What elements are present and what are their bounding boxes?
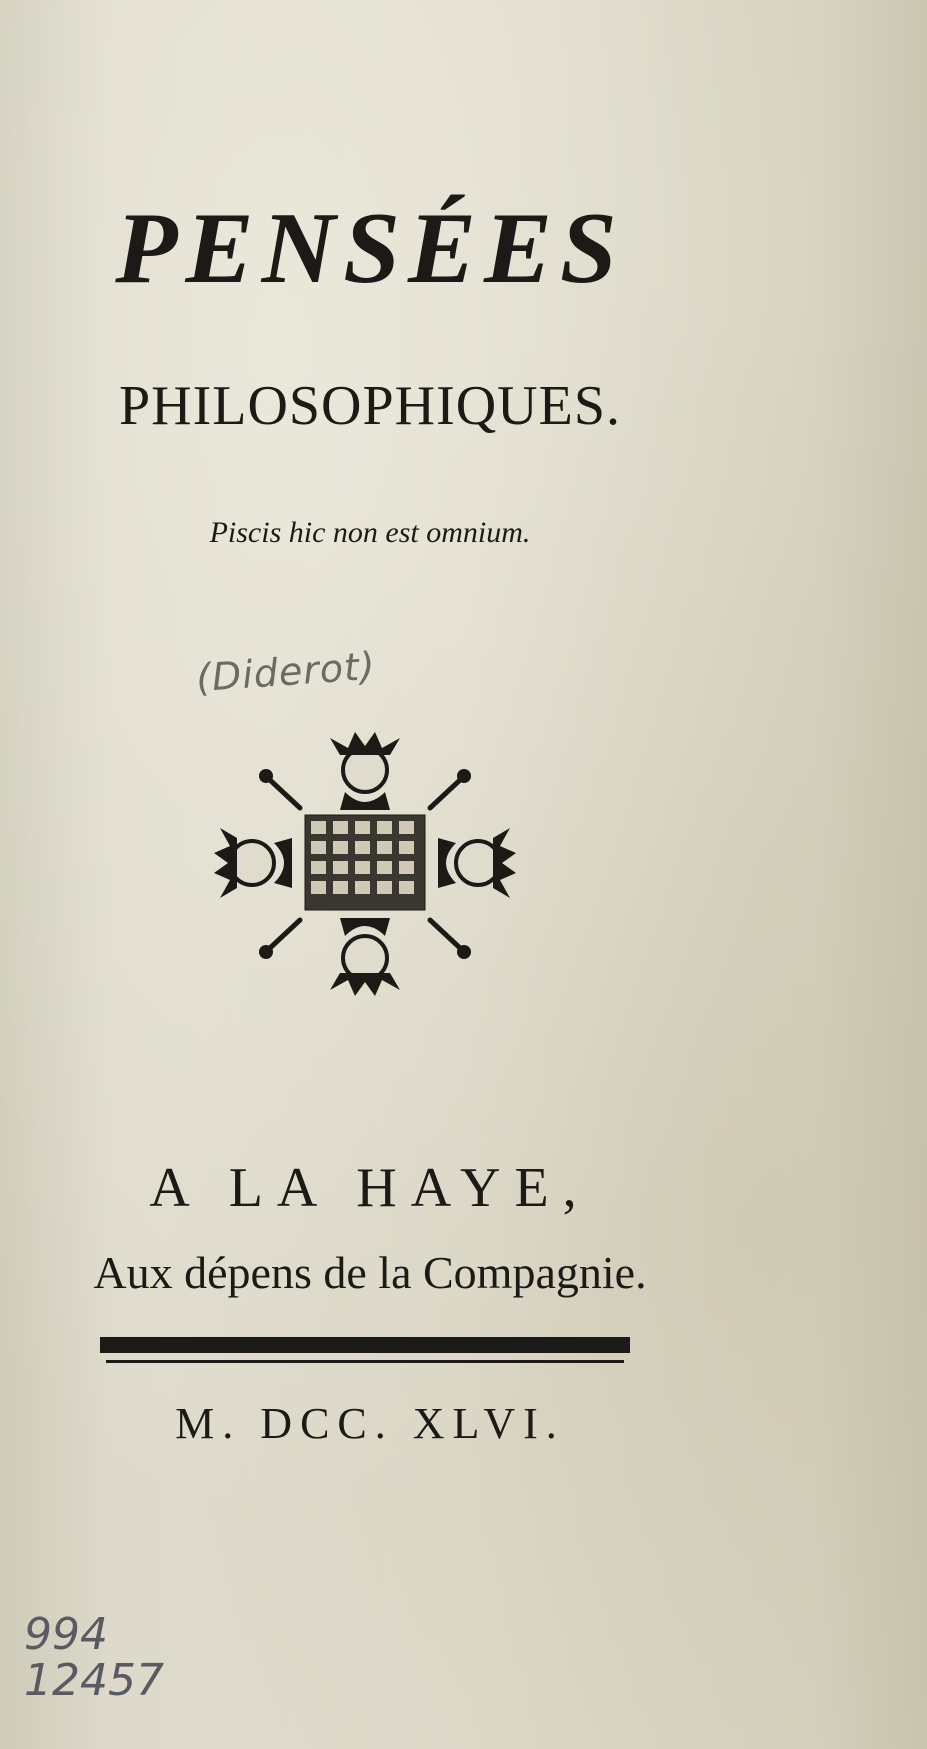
shelfmark-line-2: 12457	[24, 1655, 164, 1707]
double-rule	[100, 1335, 630, 1369]
epigraph: Piscis hic non est omnium.	[209, 516, 531, 549]
book-title: PENSÉES	[115, 192, 625, 305]
imprint-date: M. DCC. XLVI.	[175, 1399, 565, 1448]
book-subtitle: PHILOSOPHIQUES.	[119, 375, 621, 437]
imprint-place: A LA HAYE,	[149, 1157, 591, 1219]
shelfmark-line-1: 994	[24, 1609, 108, 1660]
imprint-publisher: Aux dépens de la Compagnie.	[93, 1247, 647, 1298]
printers-ornament	[200, 720, 530, 1010]
handwritten-attribution: (Diderot)	[194, 643, 378, 701]
shelfmark-note	[24, 1609, 164, 1707]
